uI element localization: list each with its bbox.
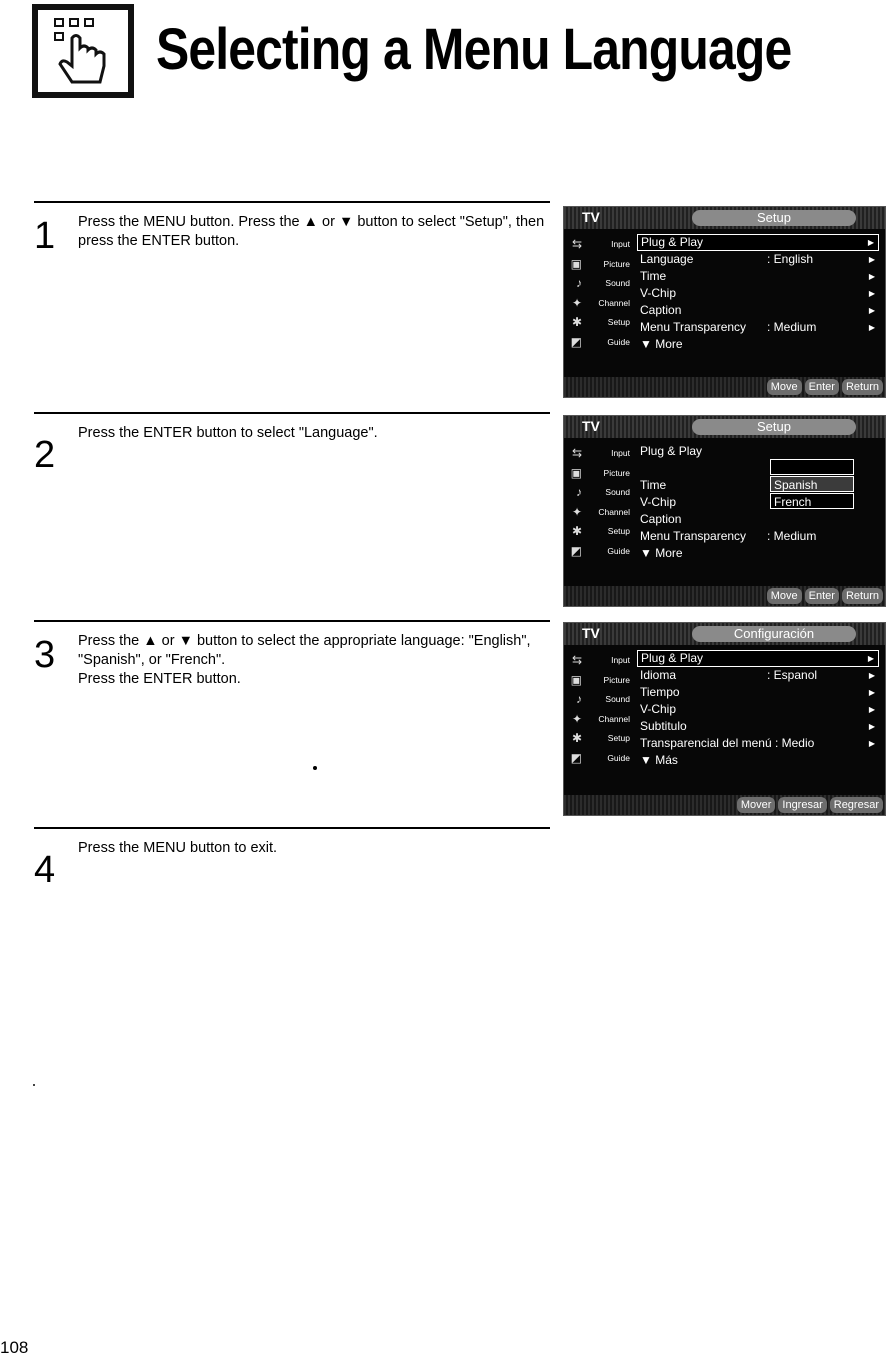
enter-hint: Enter — [805, 588, 839, 604]
sidebar-item-channel[interactable] — [566, 294, 634, 314]
menu-item-label: Plug & Play — [641, 235, 704, 249]
step-instruction: Press the ENTER button to select "Language". — [78, 425, 378, 441]
step-instruction: Press the MENU button. Press the ▲ or ▼ button to select "Setup", then press the ENTER button. — [78, 214, 545, 249]
sidebar-item-setup[interactable] — [566, 313, 634, 333]
language-option-english[interactable] — [770, 459, 854, 475]
tv-label: TV — [582, 418, 600, 434]
enter-hint: Ingresar — [778, 797, 826, 813]
sound-icon: ♪ — [576, 692, 582, 706]
step-text — [78, 424, 548, 443]
menu-item-label: Caption — [640, 512, 682, 526]
sidebar-label: Input — [611, 448, 630, 458]
guide-icon: ◩ — [570, 750, 582, 765]
tv-menu-screen-language — [563, 415, 886, 607]
sidebar-item-picture[interactable] — [566, 255, 634, 275]
menu-item-label: Transparencial del menú : Medio — [640, 736, 815, 750]
setup-icon: ✱ — [571, 731, 582, 745]
step-text — [78, 213, 548, 251]
sidebar-item-guide[interactable] — [566, 749, 634, 769]
menu-item-subtitulo[interactable] — [637, 718, 879, 735]
step-1 — [34, 201, 550, 403]
sidebar-item-input[interactable] — [566, 235, 634, 255]
arrow-right-icon: ▶ — [868, 306, 875, 315]
return-hint: Return — [842, 379, 883, 395]
menu-item-label: ▼ More — [640, 546, 683, 560]
sidebar-item-guide[interactable] — [566, 333, 634, 353]
arrow-right-icon: ▶ — [867, 238, 874, 247]
sidebar-label: Sound — [605, 694, 630, 704]
sidebar-label: Guide — [607, 336, 630, 347]
menu-title: Setup — [692, 419, 856, 435]
menu-item-label: V-Chip — [640, 286, 677, 300]
sidebar-item-input[interactable] — [566, 444, 634, 464]
sidebar-label: Sound — [605, 487, 630, 497]
channel-icon: ✦ — [571, 504, 582, 519]
guide-icon: ◩ — [570, 543, 582, 558]
arrow-right-icon: ▶ — [868, 705, 875, 714]
menu-item-label: V-Chip — [640, 702, 677, 716]
menu-item-label: Tiempo — [640, 685, 680, 699]
menu-item-label: Time — [640, 478, 667, 492]
step-number: 4 — [34, 849, 56, 891]
sidebar-label: Setup — [607, 733, 630, 743]
sidebar-item-sound[interactable] — [566, 483, 634, 503]
menu-title-bar — [564, 207, 885, 229]
language-option-french[interactable]: French — [770, 493, 854, 509]
menu-list — [637, 234, 879, 353]
step-text — [78, 839, 548, 858]
arrow-right-icon: ▶ — [868, 255, 875, 264]
sidebar-label: Sound — [605, 278, 630, 288]
menu-title-bar — [564, 623, 885, 645]
menu-item-label: Caption — [640, 303, 682, 317]
tv-menu-screen-configuracion — [563, 622, 886, 816]
menu-item-label: Menu Transparency — [640, 529, 747, 543]
sidebar-label: Picture — [603, 258, 630, 269]
menu-item-caption[interactable] — [637, 302, 879, 319]
menu-item-mas[interactable] — [637, 752, 879, 769]
picture-icon: ▣ — [570, 672, 582, 687]
arrow-right-icon: ▶ — [868, 722, 875, 731]
menu-item-label: Idioma — [640, 668, 677, 682]
sidebar-item-setup[interactable] — [566, 522, 634, 542]
setup-icon: ✱ — [571, 315, 582, 329]
sidebar-item-channel[interactable] — [566, 503, 634, 523]
sidebar-label: Picture — [603, 674, 630, 685]
menu-item-value: : English — [767, 252, 814, 266]
enter-hint: Enter — [805, 379, 839, 395]
sidebar-item-picture[interactable] — [566, 671, 634, 691]
step-instruction: Press the ENTER button. — [78, 671, 241, 687]
sound-icon: ♪ — [576, 485, 582, 499]
sidebar-label: Guide — [607, 752, 630, 763]
tv-label: TV — [582, 209, 600, 225]
menu-item-language[interactable] — [637, 251, 879, 268]
input-icon: ⇆ — [571, 653, 582, 667]
menu-item-time[interactable] — [637, 268, 879, 285]
menu-item-more[interactable] — [637, 545, 879, 562]
step-4 — [34, 827, 550, 889]
menu-item-more[interactable] — [637, 336, 879, 353]
sidebar-label: Input — [611, 239, 630, 249]
step-2 — [34, 412, 550, 604]
move-hint: Move — [767, 588, 802, 604]
arrow-right-icon: ▶ — [868, 688, 875, 697]
sidebar-label: Channel — [598, 713, 630, 724]
menu-item-tiempo[interactable] — [637, 684, 879, 701]
sidebar-label: Channel — [598, 506, 630, 517]
arrow-right-icon: ▶ — [868, 739, 875, 748]
step-instruction: Press the ▲ or ▼ button to select the appropriate language: "English", "Spanish", or "French". — [78, 633, 531, 668]
arrow-right-icon: ▶ — [868, 272, 875, 281]
language-dropdown — [770, 459, 854, 510]
menu-sidebar — [566, 651, 634, 768]
page-number: 108 — [0, 1338, 29, 1357]
menu-item-label: Subtitulo — [640, 719, 687, 733]
setup-icon: ✱ — [571, 524, 582, 538]
arrow-right-icon: ▶ — [868, 671, 875, 680]
step-number: 2 — [34, 434, 56, 476]
section-icon — [32, 4, 134, 98]
step-number: 3 — [34, 634, 56, 676]
menu-item-label: Language — [640, 252, 694, 266]
sidebar-item-picture[interactable] — [566, 464, 634, 484]
guide-icon: ◩ — [570, 334, 582, 349]
language-option-spanish[interactable]: Spanish — [770, 476, 854, 492]
menu-item-label: Time — [640, 269, 667, 283]
menu-list — [637, 650, 879, 769]
menu-item-label: Plug & Play — [641, 651, 704, 665]
return-hint: Regresar — [830, 797, 883, 813]
picture-icon: ▣ — [570, 465, 582, 480]
menu-item-plug-play[interactable] — [637, 443, 879, 460]
menu-item-transparencia[interactable] — [637, 735, 879, 752]
menu-item-value: : Medium — [767, 529, 817, 543]
menu-item-idioma[interactable] — [637, 667, 879, 684]
menu-title-bar — [564, 416, 885, 438]
menu-item-plug-play[interactable] — [637, 234, 879, 251]
step-3 — [34, 620, 550, 812]
arrow-right-icon: ▶ — [868, 289, 875, 298]
sidebar-label: Setup — [607, 526, 630, 536]
menu-footer — [564, 795, 885, 815]
arrow-right-icon: ▶ — [867, 654, 874, 663]
stray-dot — [313, 766, 317, 770]
input-icon: ⇆ — [571, 237, 582, 251]
sidebar-item-setup[interactable] — [566, 729, 634, 749]
menu-sidebar — [566, 235, 634, 352]
sidebar-label: Setup — [607, 317, 630, 327]
sidebar-label: Channel — [598, 297, 630, 308]
menu-item-label: ▼ Más — [640, 753, 678, 767]
channel-icon: ✦ — [571, 295, 582, 310]
sidebar-item-sound[interactable] — [566, 690, 634, 710]
arrow-right-icon: ▶ — [868, 323, 875, 332]
step-number: 1 — [34, 215, 56, 257]
menu-item-caption[interactable] — [637, 511, 879, 528]
picture-icon: ▣ — [570, 256, 582, 271]
menu-footer — [564, 377, 885, 397]
menu-title: Configuración — [692, 626, 856, 642]
menu-item-label: Plug & Play — [640, 444, 703, 458]
sidebar-item-sound[interactable] — [566, 274, 634, 294]
sidebar-label: Input — [611, 655, 630, 665]
menu-item-v-chip[interactable] — [637, 285, 879, 302]
tv-menu-screen-setup — [563, 206, 886, 398]
menu-item-menu-transparency[interactable] — [637, 528, 879, 545]
hand-pointer-menu-icon — [38, 10, 128, 92]
sidebar-item-guide[interactable] — [566, 542, 634, 562]
menu-item-label: ▼ More — [640, 337, 683, 351]
menu-item-label: Menu Transparency — [640, 320, 747, 334]
stray-mark — [33, 1084, 35, 1086]
menu-item-label: V-Chip — [640, 495, 677, 509]
sidebar-item-input[interactable] — [566, 651, 634, 671]
channel-icon: ✦ — [571, 711, 582, 726]
menu-sidebar — [566, 444, 634, 561]
step-text — [78, 632, 548, 689]
page-title: Selecting a Menu Language — [156, 17, 792, 82]
move-hint: Move — [767, 379, 802, 395]
sidebar-item-channel[interactable] — [566, 710, 634, 730]
sound-icon: ♪ — [576, 276, 582, 290]
menu-item-value: : Medium — [767, 320, 817, 334]
step-instruction: Press the MENU button to exit. — [78, 840, 278, 856]
move-hint: Mover — [737, 797, 776, 813]
menu-item-v-chip[interactable] — [637, 701, 879, 718]
input-icon: ⇆ — [571, 446, 582, 460]
menu-item-value: : Espanol — [767, 668, 818, 682]
tv-label: TV — [582, 625, 600, 641]
sidebar-label: Guide — [607, 545, 630, 556]
menu-item-menu-transparency[interactable] — [637, 319, 879, 336]
sidebar-label: Picture — [603, 467, 630, 478]
menu-title: Setup — [692, 210, 856, 226]
menu-footer — [564, 586, 885, 606]
menu-item-plug-play[interactable] — [637, 650, 879, 667]
return-hint: Return — [842, 588, 883, 604]
